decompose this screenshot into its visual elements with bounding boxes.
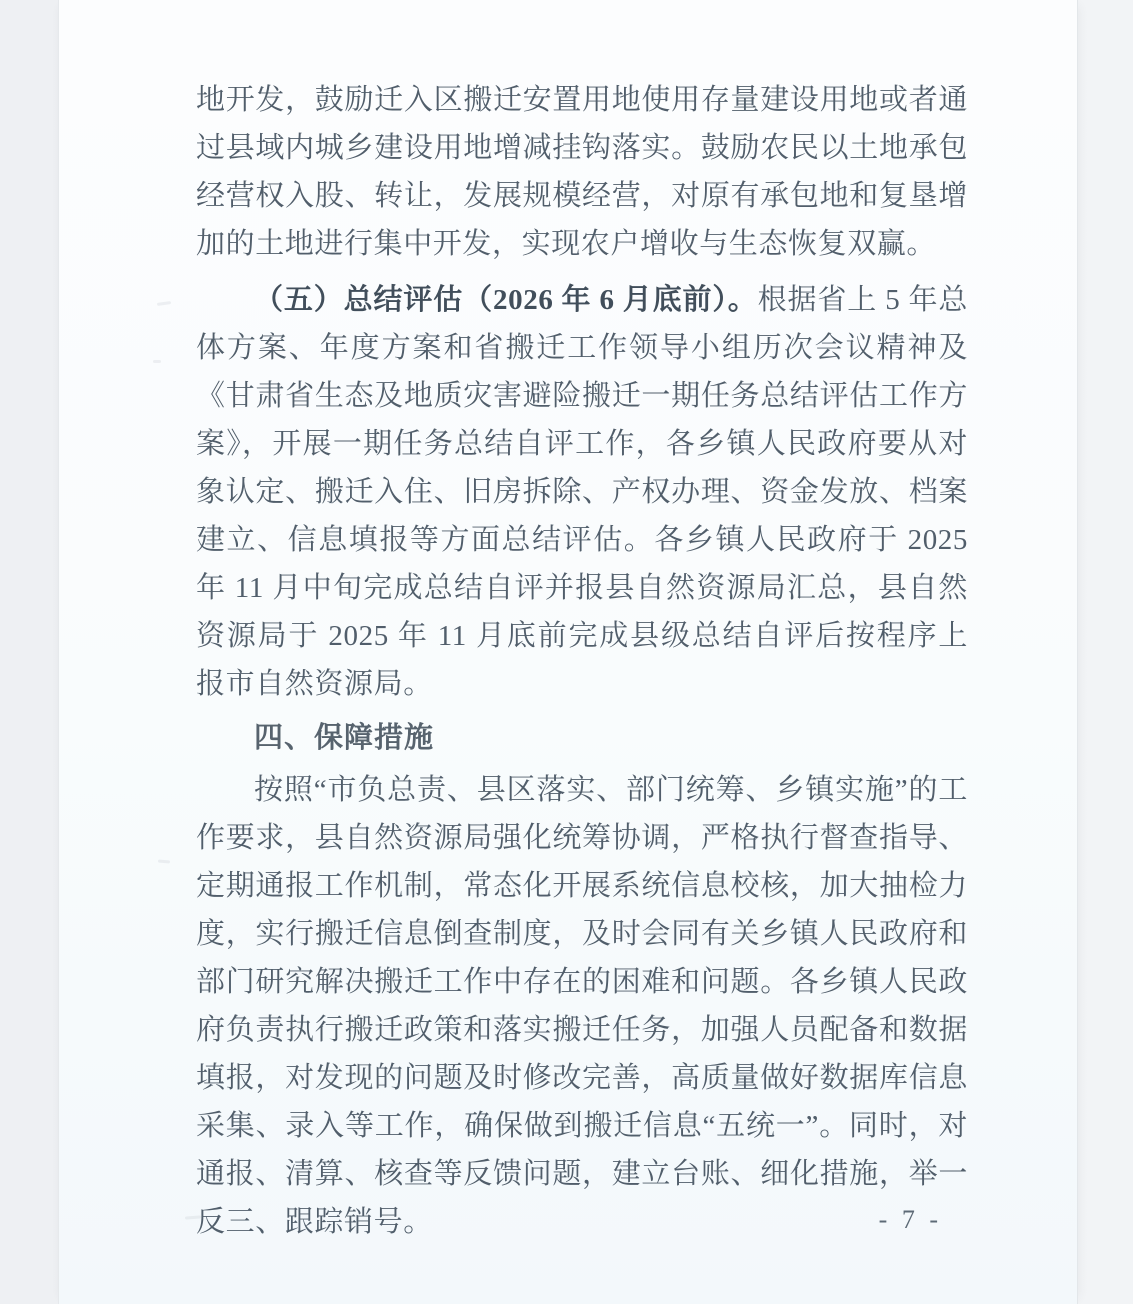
- page-number: - 7 -: [878, 1205, 942, 1234]
- text-column: [196, 76, 968, 1246]
- paragraph-summary-evaluation-lead: （五）总结评估（2026 年 6 月底前）。: [254, 284, 758, 316]
- scan-artifact: [157, 301, 171, 306]
- paragraph-safeguard-measures: 按照“市负总责、县区落实、部门统筹、乡镇实施”的工作要求，县自然资源局强化统筹协调，严格执行督查指导、定期通报工作机制，常态化开展系统信息校核，加大抽检力度，实行搬迁信息倒查制度，及时会同有关乡镇人民政府和部门研究解决搬迁工作中存在的困难和问题。各乡镇人民政府负责执行搬迁政策和落实搬迁任务，加强人员配备和数据填报，对发现的问题及时修改完善，高质量做好数据库信息采集、录入等工作，确保做到搬迁信息“五统一”。同时，对通报、清算、核查等反馈问题，建立台账、细化措施，举一反三、跟踪销号。: [196, 774, 968, 1238]
- scan-artifact: [153, 360, 161, 363]
- heading-safeguard-measures: 四、保障措施: [254, 722, 435, 754]
- paragraph-summary-evaluation: [196, 276, 968, 708]
- paragraph-summary-evaluation-body: 根据省上 5 年总体方案、年度方案和省搬迁工作领导小组历次会议精神及《甘肃省生态及地质灾害避险搬迁一期任务总结评估工作方案》，开展一期任务总结自评工作，各乡镇人民政府要从对象认定、搬迁入住、旧房拆除、产权办理、资金发放、档案建立、信息填报等方面总结评估。各乡镇人民政府于 2025 年 11 月中旬完成总结自评并报县自然资源局汇总，县自然资源局于 2025 年 11 月底前完成县级总结自评后按程序上报市自然资源局。: [196, 284, 968, 700]
- document-page: [58, 0, 1078, 1304]
- paragraph-continuation: 地开发，鼓励迁入区搬迁安置用地使用存量建设用地或者通过县域内城乡建设用地增减挂钩落实。鼓励农民以土地承包经营权入股、转让，发展规模经营，对原有承包地和复垦增加的土地进行集中开发，实现农户增收与生态恢复双赢。: [196, 84, 968, 260]
- scan-artifact: [158, 859, 170, 863]
